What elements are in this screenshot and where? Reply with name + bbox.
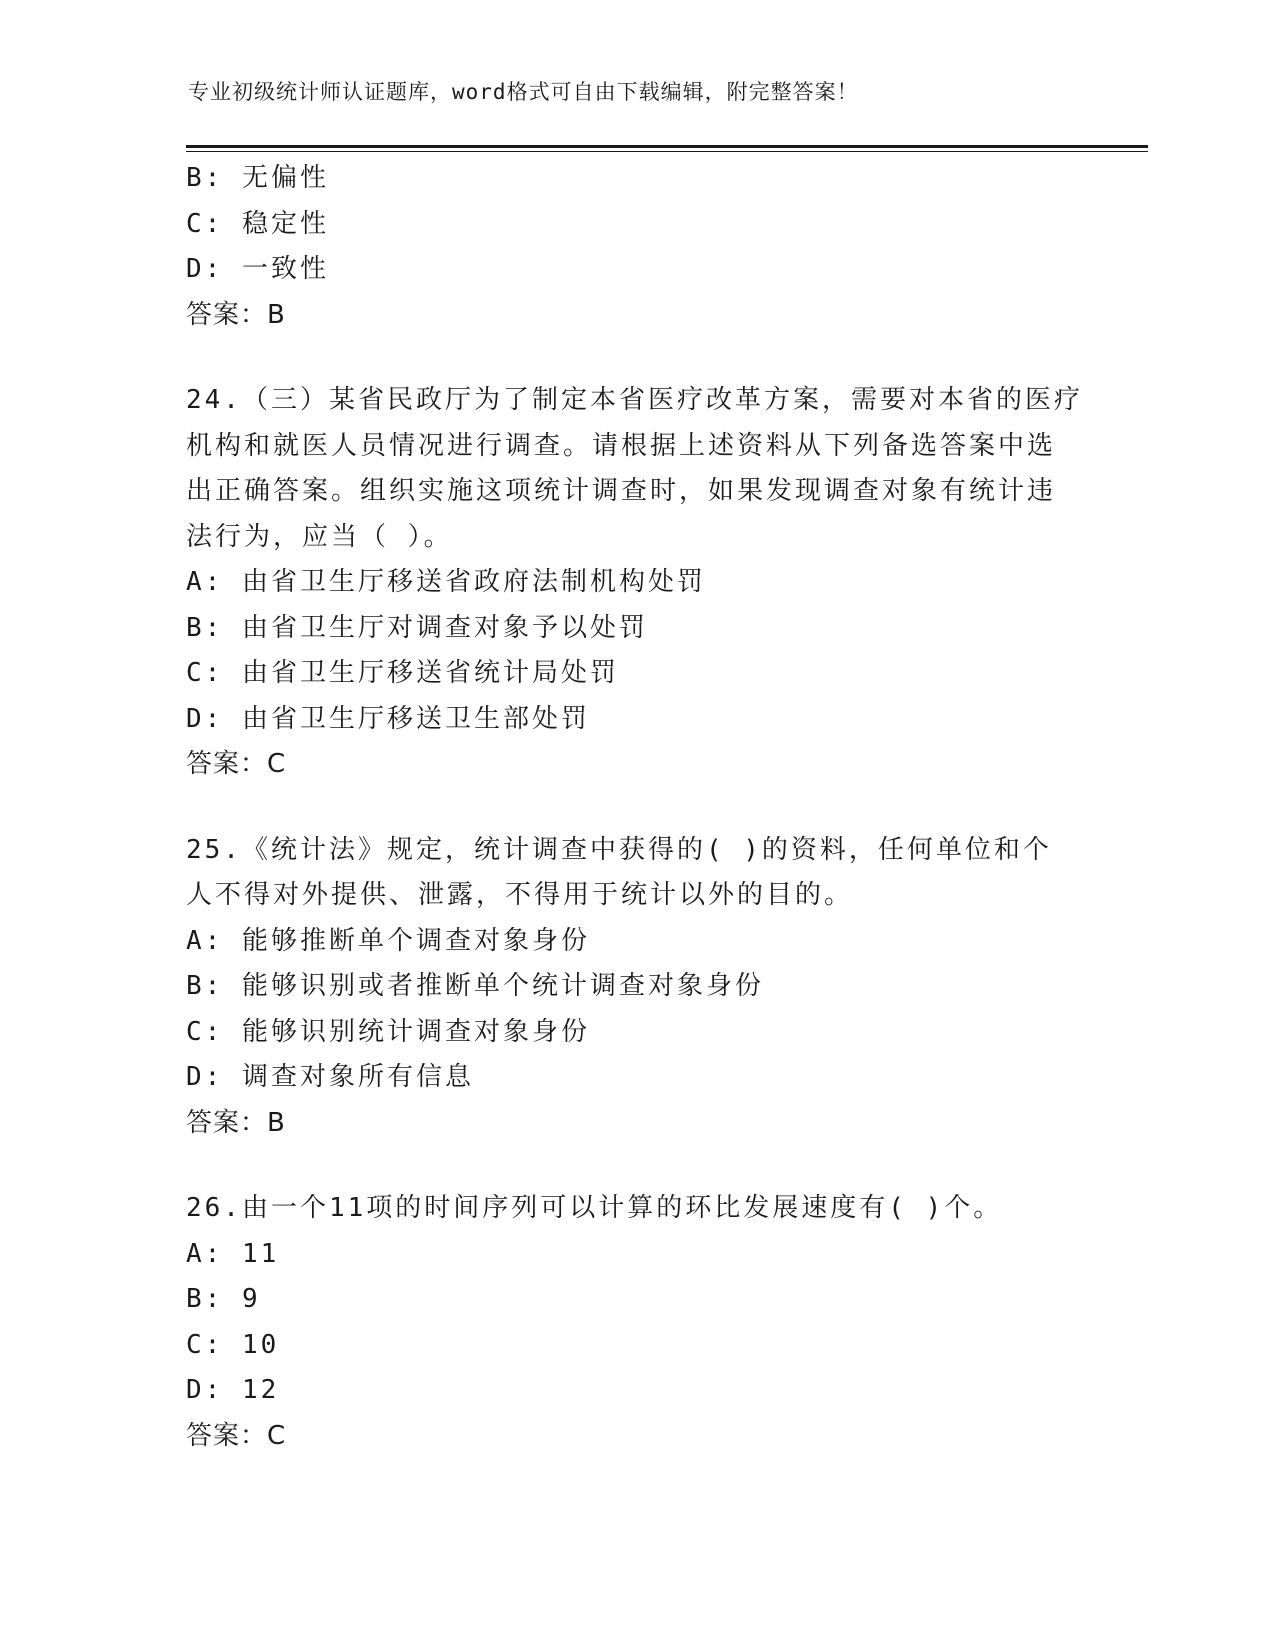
- option-d: D: 调查对象所有信息: [186, 1062, 474, 1092]
- option-c: C: 稳定性: [186, 208, 329, 239]
- question-23-tail: [186, 156, 1086, 338]
- option-a: A: 能够推断单个调查对象身份: [186, 925, 590, 956]
- question-stem: 25.《统计法》规定，统计调查中获得的( )的资料，任何单位和个: [186, 834, 1052, 865]
- answer: 答案：B: [186, 1107, 286, 1138]
- option-b: B: 9: [186, 1284, 261, 1314]
- question-stem: 24.（三）某省民政厅为了制定本省医疗改革方案，需要对本省的医疗: [186, 385, 1083, 415]
- question-stem: 法行为，应当（ ）。: [186, 521, 453, 552]
- answer: 答案：C: [186, 749, 287, 779]
- answer: 答案：C: [186, 1420, 287, 1451]
- question-stem: 26.由一个11项的时间序列可以计算的环比发展速度有( )个。: [186, 1193, 1003, 1223]
- option-a: A: 由省卫生厅移送省政府法制机构处罚: [186, 567, 706, 597]
- option-d: D: 12: [186, 1375, 280, 1405]
- option-b: B: 由省卫生厅对调查对象予以处罚: [186, 612, 648, 643]
- option-d: D: 由省卫生厅移送卫生部处罚: [186, 703, 590, 734]
- document-header: 专业初级统计师认证题库，word格式可自由下载编辑，附完整答案！: [188, 80, 859, 104]
- question-25: [186, 828, 1086, 1147]
- question-26: [186, 1186, 1086, 1459]
- question-24: [186, 378, 1086, 788]
- question-stem: 机构和就医人员情况进行调查。请根据上述资料从下列备选答案中选: [186, 430, 1057, 461]
- answer: 答案：B: [186, 299, 286, 330]
- option-c: C: 由省卫生厅移送省统计局处罚: [186, 658, 619, 688]
- question-content: [186, 156, 1086, 1459]
- option-b: B: 无偏性: [186, 163, 329, 193]
- header-rule-thick: [186, 145, 1148, 148]
- header-rule-thin: [186, 151, 1148, 152]
- option-a: A: 11: [186, 1238, 280, 1269]
- question-stem: 出正确答案。组织实施这项统计调查时，如果发现调查对象有统计违: [186, 476, 1057, 506]
- option-c: C: 10: [186, 1329, 280, 1360]
- question-stem: 人不得对外提供、泄露，不得用于统计以外的目的。: [186, 880, 854, 910]
- option-d: D: 一致性: [186, 254, 329, 284]
- option-b: B: 能够识别或者推断单个统计调查对象身份: [186, 971, 764, 1001]
- option-c: C: 能够识别统计调查对象身份: [186, 1016, 590, 1047]
